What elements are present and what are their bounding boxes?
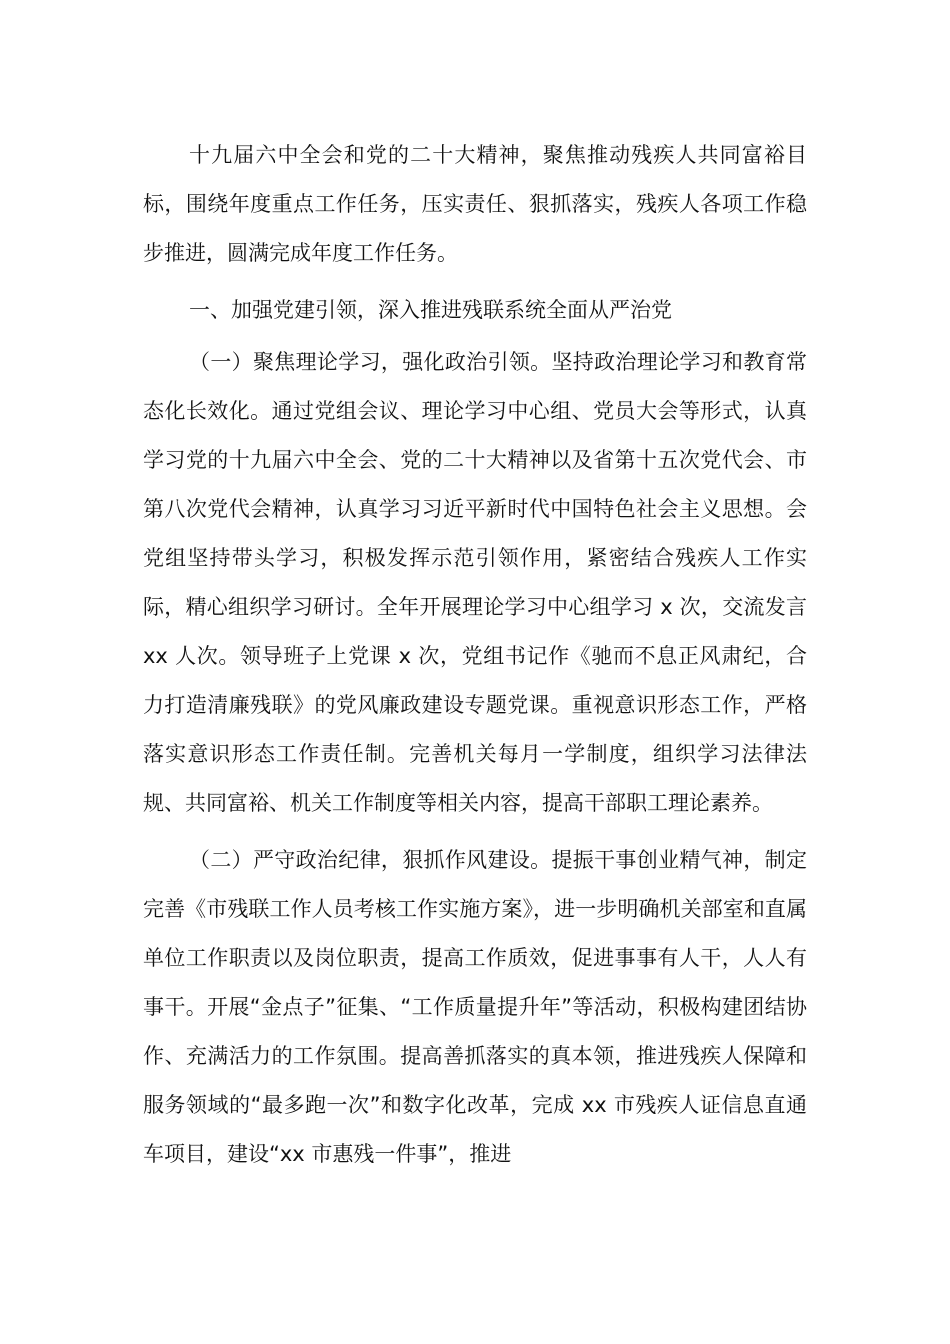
section-heading-1: 一、加强党建引领，深入推进残联系统全面从严治党 [189,298,672,322]
paragraph-spacer [143,828,807,836]
paragraph-spacer [143,278,807,286]
document-body [143,131,807,1179]
subsection-paragraph-2: （二）严守政治纪律，狠抓作风建设。提振干事创业精气神，制定完善《市残联工作人员考核工作实施方案》，进一步明确机关部室和直属单位工作职责以及岗位职责，提高工作质效，促进事事有人干，人人有事干。开展“金点子”征集、“工作质量提升年”等活动，积极构建团结协作、充满活力的工作氛围。提高善抓落实的真本领，推进残疾人保障和服务领域的“最多跑一次”和数字化改革，完成 xx 市残疾人证信息直通车项目，建设“xx 市惠残一件事”，推进 [143,848,807,1166]
subsection-paragraph-1: （一）聚焦理论学习，强化政治引领。坚持政治理论学习和教育常态化长效化。通过党组会议、理论学习中心组、党员大会等形式，认真学习党的十九届六中全会、党的二十大精神以及省第十五次党代会、市第八次党代会精神，认真学习习近平新时代中国特色社会主义思想。会党组坚持带头学习，积极发挥示范引领作用，紧密结合残疾人工作实际，精心组织学习研讨。全年开展理论学习中心组学习 x 次，交流发言 xx 人次。领导班子上党课 x 次，党组书记作《驰而不息正风肃纪，合力打造清廉残联》的党风廉政建设专题党课。重视意识形态工作，严格落实意识形态工作责任制。完善机关每月一学制度，组织学习法律法规、共同富裕、机关工作制度等相关内容，提高干部职工理论素养。 [143,350,807,815]
paragraph-intro-continuation: 十九届六中全会和党的二十大精神，聚焦推动残疾人共同富裕目标，围绕年度重点工作任务，压实责任、狠抓落实，残疾人各项工作稳步推进，圆满完成年度工作任务。 [143,143,807,265]
